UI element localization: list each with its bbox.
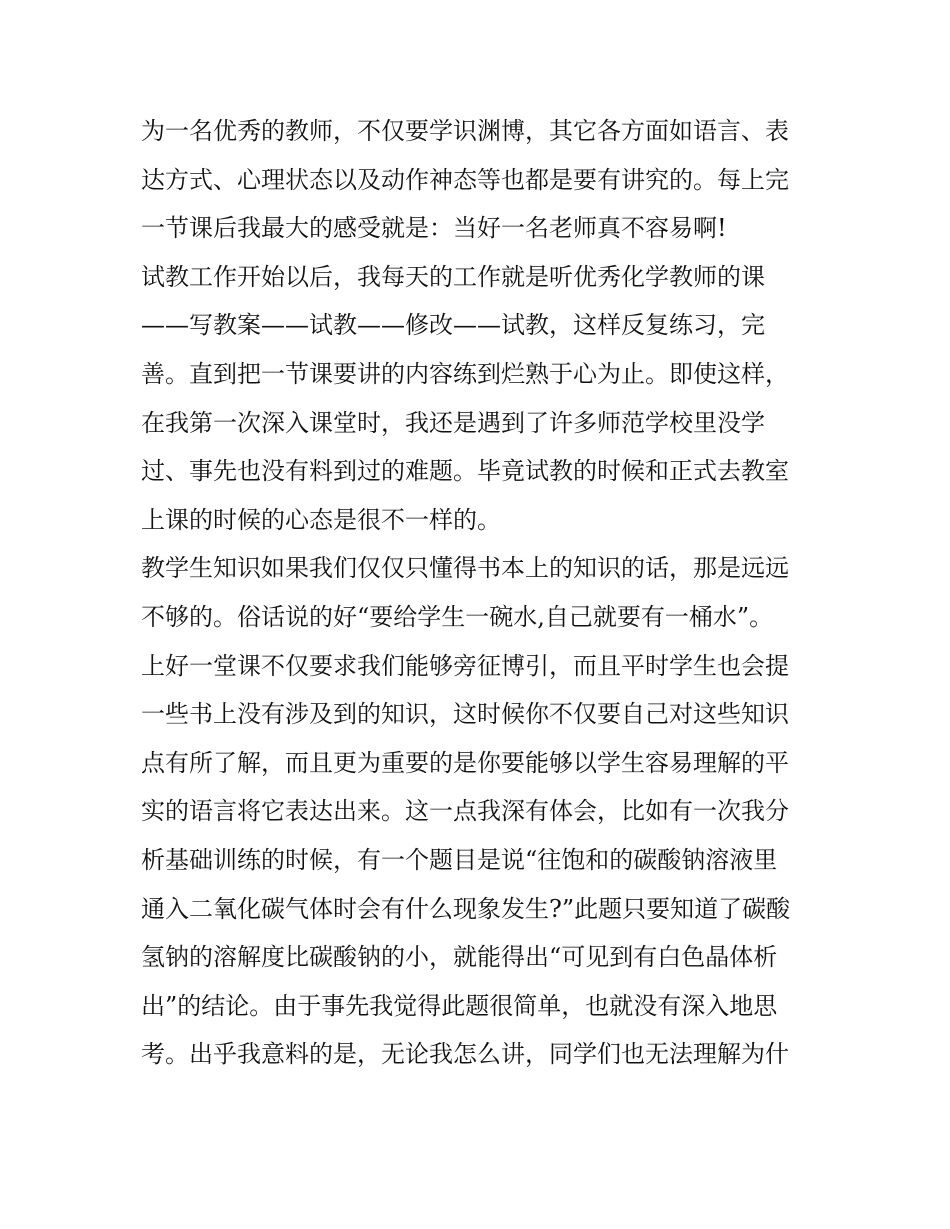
text-line: 不够的。俗话说的好“要给学生一碗水,自己就要有一桶水”。 [141, 602, 774, 631]
text-line: 过、事先也没有料到过的难题。毕竟试教的时候和正式去教室 [141, 457, 789, 486]
text-line: 达方式、心理状态以及动作神态等也都是要有讲究的。每上完 [141, 165, 789, 194]
text-line: 试教工作开始以后，我每天的工作就是听优秀化学教师的课 [141, 262, 765, 291]
text-line: 氢钠的溶解度比碳酸钠的小，就能得出“可见到有白色晶体析 [141, 943, 778, 972]
text-line: 出”的结论。由于事先我觉得此题很简单，也就没有深入地思 [141, 991, 778, 1020]
text-line: 为一名优秀的教师，不仅要学识渊博，其它各方面如语言、表 [141, 117, 789, 145]
text-line: 善。直到把一节课要讲的内容练到烂熟于心为止。即使这样， [141, 359, 789, 388]
text-line: 一节课后我最大的感受就是：当好一名老师真不容易啊! [141, 214, 727, 243]
text-line: 一些书上没有涉及到的知识，这时候你不仅要自己对这些知识 [141, 700, 789, 729]
text-line: 析基础训练的时候，有一个题目是说“往饱和的碳酸钠溶液里 [141, 845, 778, 874]
text-line: 通入二氧化碳气体时会有什么现象发生?”此题只要知道了碳酸 [141, 894, 791, 923]
text-line: 点有所了解，而且更为重要的是你要能够以学生容易理解的平 [141, 748, 789, 777]
text-line: ——写教案——试教——修改——试教，这样反复练习，完 [141, 311, 765, 340]
text-line: 在我第一次深入课堂时，我还是遇到了许多师范学校里没学 [141, 408, 765, 437]
text-line: 考。出乎我意料的是，无论我怎么讲，同学们也无法理解为什 [141, 1040, 789, 1069]
text-line: 上好一堂课不仅要求我们能够旁征博引，而且平时学生也会提 [141, 651, 789, 680]
text-line: 教学生知识如果我们仅仅只懂得书本上的知识的话，那是远远 [141, 554, 789, 583]
body-text [141, 107, 831, 1079]
text-line: 上课的时候的心态是很不一样的。 [141, 505, 501, 534]
text-line: 实的语言将它表达出来。这一点我深有体会，比如有一次我分 [141, 797, 789, 826]
